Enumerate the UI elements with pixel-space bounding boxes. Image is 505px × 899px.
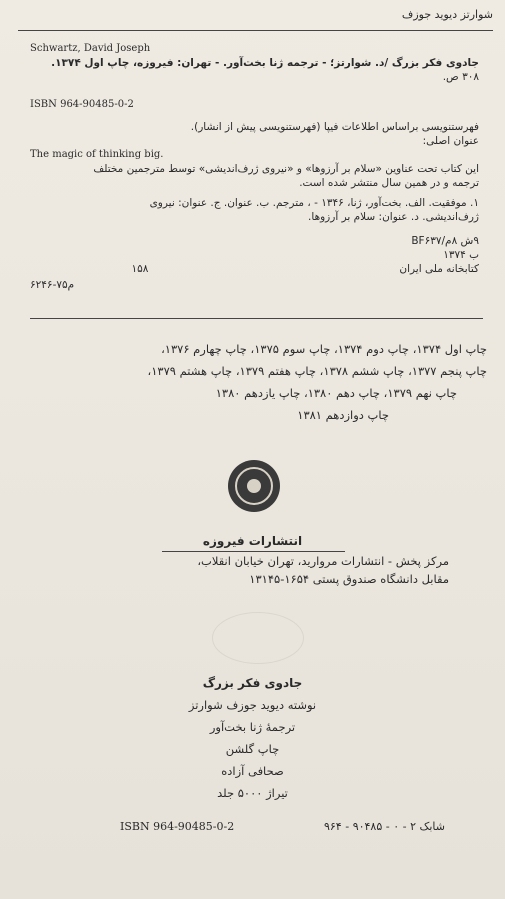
national-library: کتابخانه ملی ایران xyxy=(399,263,479,275)
print-history-line: چاپ اول ۱۳۷۴، چاپ دوم ۱۳۷۴، چاپ سوم ۱۳۷۵، چاپ چهارم ۱۳۷۶، xyxy=(161,342,487,356)
cataloging-record xyxy=(30,42,479,292)
distributor-block xyxy=(19,552,449,588)
isbn-en: ISBN 964-90485-0-2 xyxy=(120,820,235,833)
classification-year: ب ۱۳۷۴ xyxy=(443,249,479,261)
isbn-fa: شابک ۲ - ۰ - ۹۰۴۸۵ - ۹۶۴ xyxy=(323,820,445,833)
subjects-line-1: ۱. موفقیت. الف. بخت‌آور، ژنا، ۱۳۴۶ - ، مترجم. ب. عنوان. ج. عنوان: نیروی xyxy=(149,197,479,209)
top-rule xyxy=(18,30,493,31)
note-line-2: ترجمه و در همین سال منتشر شده است. xyxy=(299,177,479,189)
cip-note: فهرستنویسی براساس اطلاعات فیپا (فهرستنویسی پیش از انشار). xyxy=(190,121,479,133)
book-title: جادوی فکر بزرگ xyxy=(202,676,303,690)
print-history-line: چاپ دوازدهم ۱۳۸۱ xyxy=(297,408,389,422)
distributor-line-1: مرکز پخش - انتشارات مروارید، تهران خیابان انقلاب، xyxy=(197,554,449,568)
publisher-logo-icon xyxy=(228,460,280,512)
publisher-name: انتشارات فیروزه xyxy=(202,534,303,548)
isbn: ISBN 964-90485-0-2 xyxy=(30,99,134,110)
original-title-label: عنوان اصلی: xyxy=(422,135,479,147)
book-translator: ترجمهٔ ژنا بخت‌آور xyxy=(209,720,296,734)
page-ref: ۱۵۸ xyxy=(131,263,149,275)
note-line-1: این کتاب تحت عناوین «سلام بر آرزوها» و «نیروی ژرف‌اندیشی» توسط مترجمین مختلف xyxy=(93,163,479,175)
print-history-line: چاپ نهم ۱۳۷۹، چاپ دهم ۱۳۸۰، چاپ یازدهم ۱۳۸۰ xyxy=(215,386,457,400)
original-title: The magic of thinking big. xyxy=(30,149,164,160)
print-history xyxy=(37,338,487,426)
author-en: Schwartz, David Joseph xyxy=(30,43,151,54)
running-header-author: شوارتز دیوید جوزف xyxy=(401,8,493,21)
book-printer: چاپ گلشن xyxy=(225,742,280,756)
distributor-line-2: مقابل دانشگاه صندوق پستی ۱۶۵۴-۱۳۱۴۵ xyxy=(249,572,449,586)
faded-stamp xyxy=(212,612,304,664)
classification-no: ۹ش ۸م/BF۶۳۷ xyxy=(411,235,479,247)
print-history-line: چاپ پنجم ۱۳۷۷، چاپ ششم ۱۳۷۸، چاپ هفتم ۱۳۷۹، چاپ هشتم ۱۳۷۹، xyxy=(147,364,487,378)
library-number: م۷۵-۶۲۴۶ xyxy=(30,279,75,291)
pages: ۳۰۸ ص. xyxy=(442,71,479,83)
middle-rule xyxy=(30,318,483,319)
isbn-footer xyxy=(120,820,445,833)
book-author: نوشته دیوید جوزف شوارتز xyxy=(188,698,317,712)
subjects-line-2: ژرف‌اندیشی. د. عنوان: سلام بر آرزوها. xyxy=(308,211,479,223)
publisher-block xyxy=(0,534,505,548)
title-line: جادوی فکر بزرگ /د. شوارتز؛ - ترجمه ژنا بخت‌آور. - تهران: فیروزه، چاپ اول ۱۳۷۴. xyxy=(51,57,479,69)
book-circulation: تیراژ ۵۰۰۰ جلد xyxy=(217,786,288,800)
credits-block xyxy=(0,672,505,804)
book-binder: صحافی آزاده xyxy=(221,764,284,778)
